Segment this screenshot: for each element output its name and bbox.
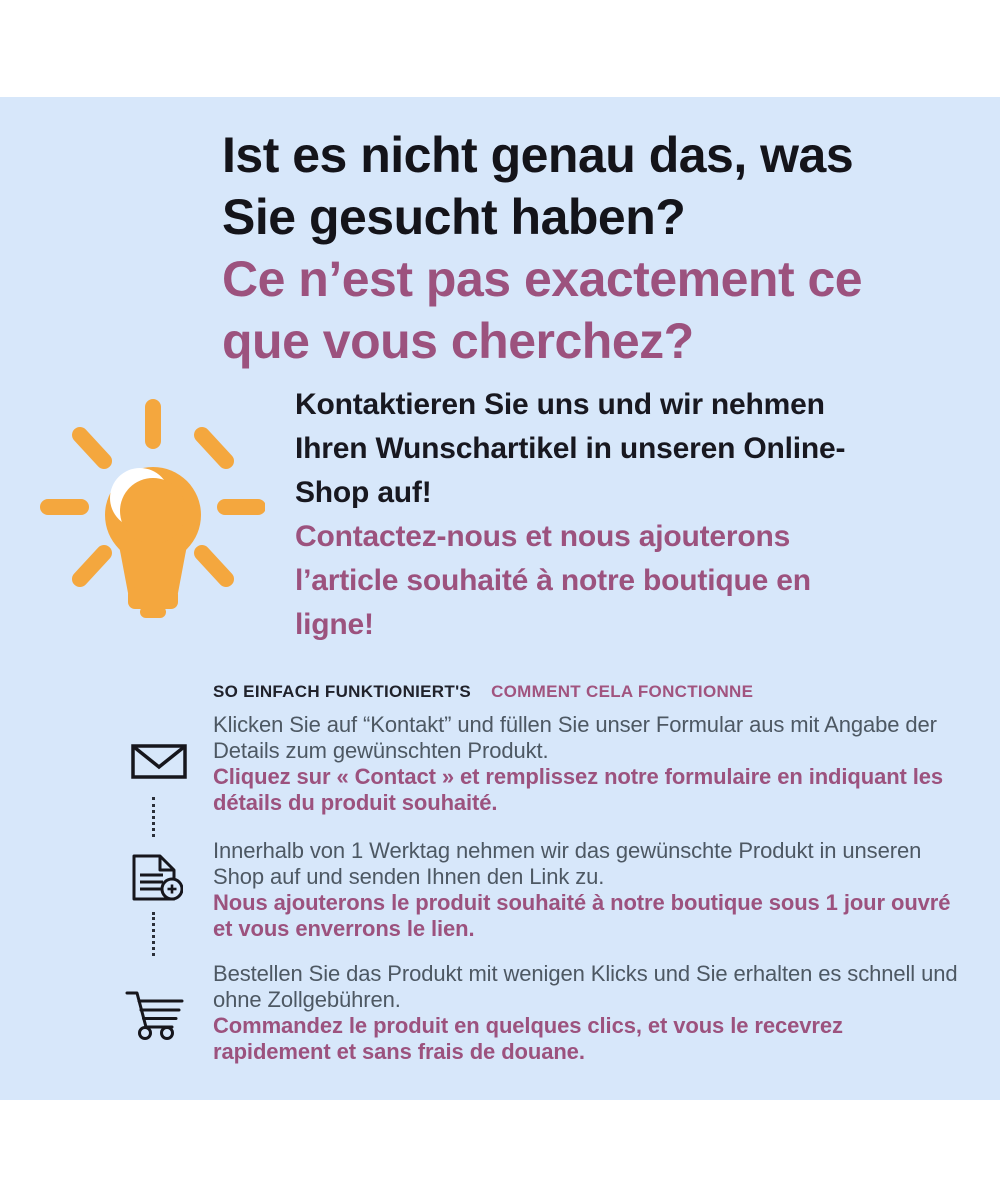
envelope-icon — [131, 744, 187, 782]
lightbulb-icon — [40, 395, 265, 620]
how-it-works-heading-french: COMMENT CELA FONCTIONNE — [491, 682, 754, 701]
how-it-works-header — [213, 682, 973, 702]
how-it-works-heading-german: SO EINFACH FUNKTIONIERT'S — [213, 682, 472, 701]
headline-french: Ce n’est pas exactement ce que vous cherchez? — [222, 251, 863, 369]
dotted-connector — [152, 912, 155, 956]
step-2 — [213, 838, 963, 942]
subtitle-german: Kontaktieren Sie uns und wir nehmen Ihren Wunschartikel in unseren Online-Shop auf! — [295, 388, 846, 509]
hero-subtitle — [295, 383, 847, 647]
headline-german: Ist es nicht genau das, was Sie gesucht haben? — [222, 127, 854, 245]
step-1 — [213, 712, 963, 816]
document-add-icon — [129, 852, 183, 906]
step-3-text-german: Bestellen Sie das Produkt mit wenigen Klicks und Sie erhalten es schnell und ohne Zollgebühren. — [213, 961, 958, 1012]
subtitle-french: Contactez-nous et nous ajouterons l’article souhaité à notre boutique en ligne! — [295, 520, 811, 641]
step-2-text-german: Innerhalb von 1 Werktag nehmen wir das gewünschte Produkt in unseren Shop auf und senden Ihnen den Link zu. — [213, 838, 922, 889]
step-2-text-french: Nous ajouterons le produit souhaité à notre boutique sous 1 jour ouvré et vous enverrons le lien. — [213, 890, 951, 941]
step-1-text-french: Cliquez sur « Contact » et remplissez notre formulaire en indiquant les détails du produit souhaité. — [213, 764, 944, 815]
dotted-connector — [152, 797, 155, 837]
step-3-text-french: Commandez le produit en quelques clics, et vous le recevrez rapidement et sans frais de douane. — [213, 1013, 843, 1064]
step-3 — [213, 961, 963, 1065]
step-1-text-german: Klicken Sie auf “Kontakt” und füllen Sie unser Formular aus mit Angabe der Details zum gewünschten Produkt. — [213, 712, 937, 763]
shopping-cart-icon — [124, 990, 184, 1042]
